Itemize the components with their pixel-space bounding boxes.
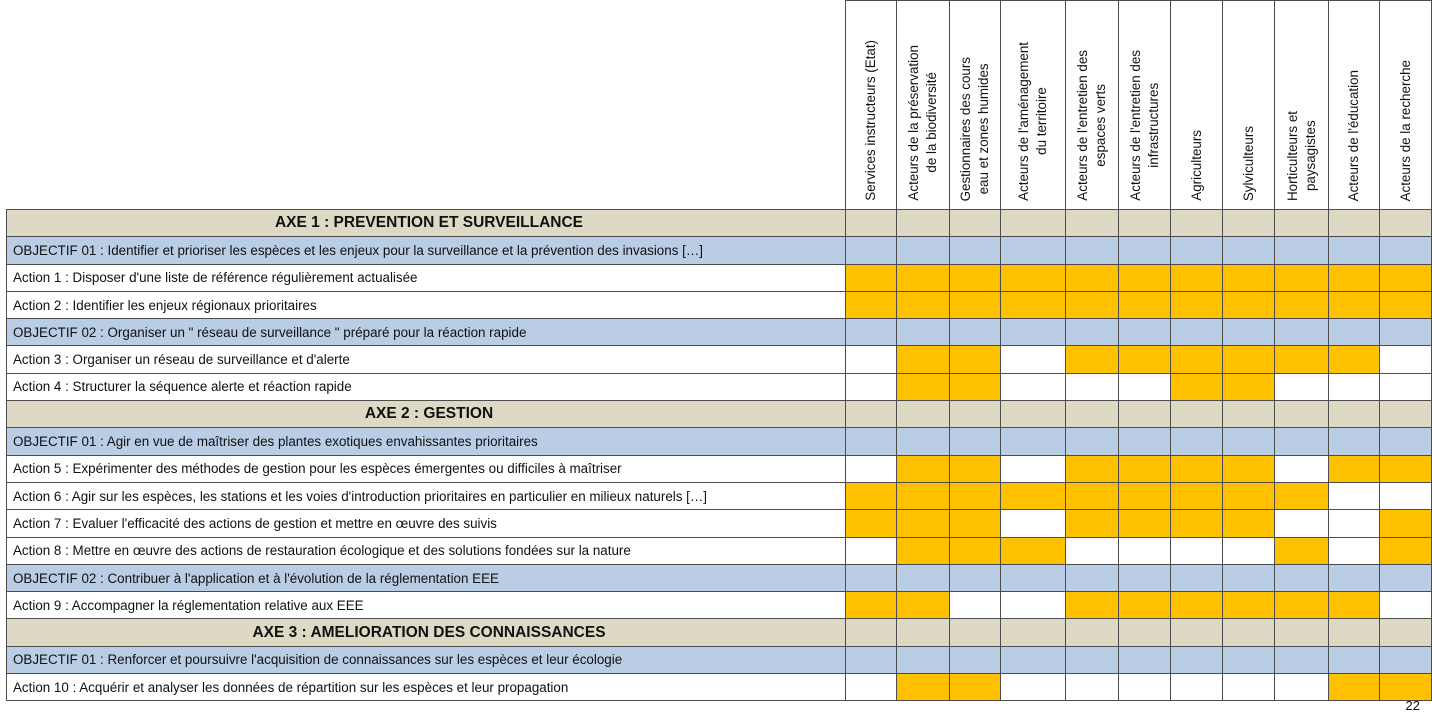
objective-cell <box>846 564 897 591</box>
axe-title: AXE 3 : AMELIORATION DES CONNAISSANCES <box>7 619 846 646</box>
objective-cell <box>1171 319 1223 346</box>
axe-cell <box>846 619 897 646</box>
action-row <box>7 592 1432 619</box>
involved-cell <box>897 291 950 318</box>
involved-cell <box>950 264 1001 291</box>
involved-cell <box>1171 346 1223 373</box>
involved-cell <box>1119 346 1171 373</box>
involved-cell <box>1171 264 1223 291</box>
objective-cell <box>1171 646 1223 673</box>
axe-cell <box>1171 619 1223 646</box>
action-row <box>7 537 1432 564</box>
involved-cell <box>846 264 897 291</box>
objective-cell <box>1275 564 1329 591</box>
objective-cell <box>950 646 1001 673</box>
objective-cell <box>1001 564 1066 591</box>
actor-column-header <box>950 1 1001 210</box>
empty-cell <box>1119 373 1171 400</box>
objective-cell <box>1275 428 1329 455</box>
involved-cell <box>1171 510 1223 537</box>
involved-cell <box>1066 510 1119 537</box>
axe-cell <box>1223 210 1275 237</box>
axe-cell <box>897 619 950 646</box>
matrix-body <box>7 210 1432 701</box>
involved-cell <box>1171 482 1223 509</box>
involved-cell <box>1329 455 1380 482</box>
objective-cell <box>950 564 1001 591</box>
involved-cell <box>1380 537 1432 564</box>
objective-cell <box>1171 237 1223 264</box>
action-label: Action 10 : Acquérir et analyser les données de répartition sur les espèces et leur propagation <box>7 674 846 701</box>
axe-cell <box>846 210 897 237</box>
action-row <box>7 291 1432 318</box>
involved-cell <box>846 291 897 318</box>
objective-cell <box>1223 319 1275 346</box>
objective-cell <box>1119 237 1171 264</box>
involved-cell <box>1223 482 1275 509</box>
involved-cell <box>1119 482 1171 509</box>
axe-cell <box>1329 619 1380 646</box>
objective-cell <box>1119 564 1171 591</box>
involved-cell <box>1001 482 1066 509</box>
empty-cell <box>1223 674 1275 701</box>
action-row <box>7 455 1432 482</box>
involved-cell <box>1275 291 1329 318</box>
objective-cell <box>1329 646 1380 673</box>
involved-cell <box>1380 510 1432 537</box>
action-actor-matrix <box>6 0 1432 701</box>
actor-name: Sylviculteurs <box>1240 125 1256 201</box>
involved-cell <box>1171 455 1223 482</box>
involved-cell <box>897 674 950 701</box>
actor-name: Acteurs de l'éducation <box>1345 69 1361 201</box>
empty-cell <box>1001 373 1066 400</box>
involved-cell <box>1001 537 1066 564</box>
objective-cell <box>1001 237 1066 264</box>
axe-cell <box>1001 210 1066 237</box>
objective-cell <box>1329 564 1380 591</box>
involved-cell <box>897 537 950 564</box>
objective-cell <box>1171 564 1223 591</box>
involved-cell <box>897 482 950 509</box>
axe-cell <box>1066 619 1119 646</box>
action-row <box>7 482 1432 509</box>
empty-cell <box>846 373 897 400</box>
objective-label: OBJECTIF 01 : Renforcer et poursuivre l'acquisition de connaissances sur les espèces et leur écologie <box>7 646 846 673</box>
involved-cell <box>1380 455 1432 482</box>
objective-cell <box>846 646 897 673</box>
empty-cell <box>846 674 897 701</box>
involved-cell <box>1329 346 1380 373</box>
objective-cell <box>846 319 897 346</box>
involved-cell <box>1171 592 1223 619</box>
involved-cell <box>1223 592 1275 619</box>
axe-cell <box>1329 401 1380 428</box>
actor-column-header <box>1275 1 1329 210</box>
empty-cell <box>1380 373 1432 400</box>
objective-cell <box>846 428 897 455</box>
empty-cell <box>1380 346 1432 373</box>
objective-cell <box>1380 319 1432 346</box>
empty-cell <box>1066 373 1119 400</box>
actor-column-header <box>1119 1 1171 210</box>
involved-cell <box>897 264 950 291</box>
objective-cell <box>1329 237 1380 264</box>
action-label: Action 7 : Evaluer l'efficacité des actions de gestion et mettre en œuvre des suivis <box>7 510 846 537</box>
page-number: 22 <box>1405 698 1420 713</box>
involved-cell <box>897 373 950 400</box>
action-label: Action 9 : Accompagner la réglementation relative aux EEE <box>7 592 846 619</box>
objective-cell <box>1380 237 1432 264</box>
empty-cell <box>846 537 897 564</box>
involved-cell <box>1275 264 1329 291</box>
involved-cell <box>1380 674 1432 701</box>
empty-cell <box>1119 537 1171 564</box>
action-label: Action 5 : Expérimenter des méthodes de gestion pour les espèces émergentes ou difficiles à maîtriser <box>7 455 846 482</box>
empty-cell <box>1329 482 1380 509</box>
action-label: Action 2 : Identifier les enjeux régionaux prioritaires <box>7 291 846 318</box>
involved-cell <box>897 346 950 373</box>
empty-cell <box>1275 510 1329 537</box>
involved-cell <box>1223 264 1275 291</box>
action-label: Action 8 : Mettre en œuvre des actions de restauration écologique et des solutions fondées sur la nature <box>7 537 846 564</box>
axe-row <box>7 401 1432 428</box>
objective-cell <box>1066 237 1119 264</box>
objective-row <box>7 319 1432 346</box>
involved-cell <box>1119 510 1171 537</box>
axe-cell <box>1119 619 1171 646</box>
empty-cell <box>1275 455 1329 482</box>
action-row <box>7 510 1432 537</box>
axe-cell <box>1380 210 1432 237</box>
involved-cell <box>1066 592 1119 619</box>
involved-cell <box>1329 291 1380 318</box>
axe-cell <box>1001 401 1066 428</box>
empty-cell <box>1001 674 1066 701</box>
empty-cell <box>1066 674 1119 701</box>
action-row <box>7 674 1432 701</box>
objective-row <box>7 237 1432 264</box>
empty-cell <box>1223 537 1275 564</box>
involved-cell <box>1119 291 1171 318</box>
objective-cell <box>1329 428 1380 455</box>
objective-cell <box>897 428 950 455</box>
involved-cell <box>1119 592 1171 619</box>
involved-cell <box>897 510 950 537</box>
involved-cell <box>950 455 1001 482</box>
actor-name: Acteurs de l'entretien des espaces verts <box>1074 50 1108 201</box>
objective-cell <box>1223 646 1275 673</box>
involved-cell <box>950 510 1001 537</box>
involved-cell <box>897 455 950 482</box>
objective-label: OBJECTIF 02 : Contribuer à l'application et à l'évolution de la réglementation EEE <box>7 564 846 591</box>
involved-cell <box>1223 510 1275 537</box>
objective-cell <box>1001 646 1066 673</box>
objective-cell <box>1275 646 1329 673</box>
empty-cell <box>1119 674 1171 701</box>
empty-cell <box>1275 674 1329 701</box>
actor-name: Acteurs de l'entretien des infrastructures <box>1127 50 1161 201</box>
axe-cell <box>1171 210 1223 237</box>
objective-cell <box>950 319 1001 346</box>
empty-cell <box>1001 346 1066 373</box>
objective-cell <box>1119 319 1171 346</box>
objective-cell <box>897 319 950 346</box>
objective-cell <box>1119 428 1171 455</box>
empty-cell <box>1066 537 1119 564</box>
objective-label: OBJECTIF 01 : Identifier et prioriser les espèces et les enjeux pour la surveillance et la prévention des invasions […] <box>7 237 846 264</box>
axe-cell <box>1223 619 1275 646</box>
objective-cell <box>897 564 950 591</box>
empty-cell <box>1001 510 1066 537</box>
involved-cell <box>846 592 897 619</box>
involved-cell <box>1275 346 1329 373</box>
involved-cell <box>1001 291 1066 318</box>
actor-name: Acteurs de la préservation de la biodiversité <box>905 45 939 201</box>
involved-cell <box>1066 346 1119 373</box>
involved-cell <box>1275 592 1329 619</box>
empty-cell <box>1329 373 1380 400</box>
axe-cell <box>1380 619 1432 646</box>
actor-column-header <box>1001 1 1066 210</box>
involved-cell <box>950 373 1001 400</box>
actor-column-header <box>1223 1 1275 210</box>
involved-cell <box>1066 482 1119 509</box>
header-corner <box>7 1 846 210</box>
involved-cell <box>1001 264 1066 291</box>
axe-cell <box>1223 401 1275 428</box>
action-label: Action 4 : Structurer la séquence alerte et réaction rapide <box>7 373 846 400</box>
involved-cell <box>1329 264 1380 291</box>
involved-cell <box>1329 592 1380 619</box>
objective-row <box>7 428 1432 455</box>
involved-cell <box>950 482 1001 509</box>
objective-cell <box>1171 428 1223 455</box>
involved-cell <box>1119 455 1171 482</box>
axe-row <box>7 210 1432 237</box>
axe-title: AXE 1 : PREVENTION ET SURVEILLANCE <box>7 210 846 237</box>
involved-cell <box>950 291 1001 318</box>
axe-cell <box>897 210 950 237</box>
actor-name: Services instructeurs (Etat) <box>862 40 878 201</box>
empty-cell <box>1380 592 1432 619</box>
objective-cell <box>1380 428 1432 455</box>
objective-cell <box>1223 237 1275 264</box>
objective-label: OBJECTIF 01 : Agir en vue de maîtriser des plantes exotiques envahissantes prioritaires <box>7 428 846 455</box>
actor-column-header <box>1329 1 1380 210</box>
objective-cell <box>846 237 897 264</box>
objective-cell <box>1119 646 1171 673</box>
actor-name: Agriculteurs <box>1188 130 1204 201</box>
involved-cell <box>1275 482 1329 509</box>
involved-cell <box>1119 264 1171 291</box>
actor-column-header <box>897 1 950 210</box>
axe-cell <box>846 401 897 428</box>
involved-cell <box>1380 291 1432 318</box>
actor-name: Horticulteurs et paysagistes <box>1284 110 1318 201</box>
objective-cell <box>950 237 1001 264</box>
action-row <box>7 264 1432 291</box>
axe-cell <box>1380 401 1432 428</box>
action-row <box>7 346 1432 373</box>
axe-cell <box>950 210 1001 237</box>
involved-cell <box>1066 455 1119 482</box>
axe-cell <box>1066 401 1119 428</box>
objective-cell <box>1066 564 1119 591</box>
objective-cell <box>897 237 950 264</box>
axe-cell <box>1001 619 1066 646</box>
involved-cell <box>897 592 950 619</box>
actor-name: Gestionnaires des cours eau et zones humides <box>957 56 991 201</box>
actor-name: Acteurs de l'aménagement du territoire <box>1015 42 1049 201</box>
involved-cell <box>1223 455 1275 482</box>
objective-cell <box>1066 319 1119 346</box>
objective-cell <box>1066 646 1119 673</box>
objective-row <box>7 564 1432 591</box>
axe-cell <box>897 401 950 428</box>
objective-cell <box>897 646 950 673</box>
involved-cell <box>950 537 1001 564</box>
axe-cell <box>1329 210 1380 237</box>
objective-row <box>7 646 1432 673</box>
involved-cell <box>950 674 1001 701</box>
action-row <box>7 373 1432 400</box>
objective-cell <box>1380 564 1432 591</box>
involved-cell <box>1275 537 1329 564</box>
involved-cell <box>1171 291 1223 318</box>
axe-cell <box>1171 401 1223 428</box>
empty-cell <box>846 455 897 482</box>
objective-cell <box>1223 428 1275 455</box>
axe-cell <box>950 401 1001 428</box>
actor-column-header <box>846 1 897 210</box>
empty-cell <box>1171 674 1223 701</box>
empty-cell <box>1001 455 1066 482</box>
axe-cell <box>1275 210 1329 237</box>
involved-cell <box>1329 674 1380 701</box>
actor-column-header <box>1171 1 1223 210</box>
actor-name: Acteurs de la recherche <box>1397 59 1413 201</box>
actor-column-header <box>1380 1 1432 210</box>
involved-cell <box>1223 346 1275 373</box>
involved-cell <box>950 346 1001 373</box>
actor-column-header <box>1066 1 1119 210</box>
objective-cell <box>1001 428 1066 455</box>
axe-row <box>7 619 1432 646</box>
objective-cell <box>1329 319 1380 346</box>
action-label: Action 3 : Organiser un réseau de surveillance et d'alerte <box>7 346 846 373</box>
involved-cell <box>1171 373 1223 400</box>
actor-header-row <box>7 1 1432 210</box>
involved-cell <box>846 510 897 537</box>
involved-cell <box>1066 264 1119 291</box>
axe-cell <box>1275 401 1329 428</box>
empty-cell <box>1380 482 1432 509</box>
involved-cell <box>1223 291 1275 318</box>
objective-cell <box>1380 646 1432 673</box>
objective-cell <box>1001 319 1066 346</box>
objective-cell <box>1275 237 1329 264</box>
empty-cell <box>1329 537 1380 564</box>
axe-cell <box>950 619 1001 646</box>
empty-cell <box>1001 592 1066 619</box>
objective-cell <box>950 428 1001 455</box>
involved-cell <box>1223 373 1275 400</box>
involved-cell <box>1066 291 1119 318</box>
axe-cell <box>1119 401 1171 428</box>
empty-cell <box>1275 373 1329 400</box>
involved-cell <box>846 482 897 509</box>
action-label: Action 6 : Agir sur les espèces, les stations et les voies d'introduction prioritaires en particulier en milieux naturels […] <box>7 482 846 509</box>
objective-cell <box>1223 564 1275 591</box>
axe-cell <box>1119 210 1171 237</box>
axe-cell <box>1066 210 1119 237</box>
empty-cell <box>950 592 1001 619</box>
action-label: Action 1 : Disposer d'une liste de référence régulièrement actualisée <box>7 264 846 291</box>
objective-label: OBJECTIF 02 : Organiser un " réseau de surveillance " préparé pour la réaction rapide <box>7 319 846 346</box>
empty-cell <box>1329 510 1380 537</box>
involved-cell <box>1380 264 1432 291</box>
objective-cell <box>1066 428 1119 455</box>
empty-cell <box>1171 537 1223 564</box>
objective-cell <box>1275 319 1329 346</box>
axe-cell <box>1275 619 1329 646</box>
empty-cell <box>846 346 897 373</box>
axe-title: AXE 2 : GESTION <box>7 401 846 428</box>
